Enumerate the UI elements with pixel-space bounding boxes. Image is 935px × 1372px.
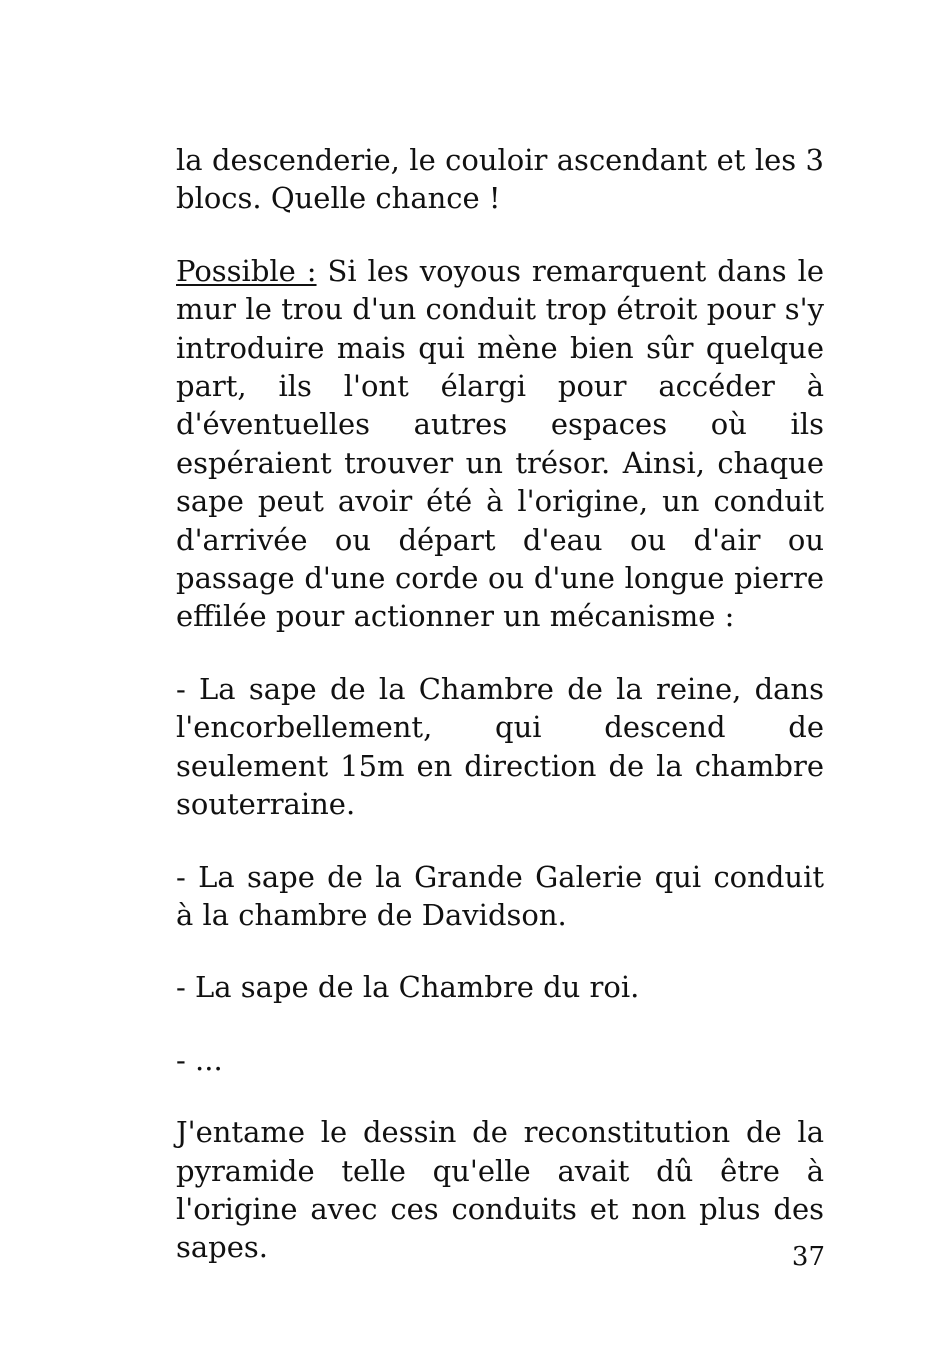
page-number: 37	[791, 1242, 825, 1272]
list-item-ellipsis: - ...	[176, 1042, 223, 1077]
paragraph-conclusion: J'entame le dessin de reconstitution de la pyramide telle qu'elle avait dû être à l'origine avec ces conduits et non plus des sapes.	[176, 1115, 824, 1265]
page-body	[176, 141, 824, 1301]
possible-label: Possible :	[176, 253, 317, 288]
list-item-grand-gallery: - La sape de la Grande Galerie qui conduit à la chambre de Davidson.	[176, 859, 824, 932]
paragraph-intro: la descenderie, le couloir ascendant et les 3 blocs. Quelle chance !	[176, 143, 824, 216]
paragraph-possible	[176, 252, 824, 636]
possible-text: Si les voyous remarquent dans le mur le trou d'un conduit trop étroit pour s'y introduire mais qui mène bien sûr quelque part, ils l'ont élargi pour accéder à d'éventuelles autres espaces où ils espéraient trouver un trésor. Ainsi, chaque sape peut avoir été à l'origine, un conduit d'arrivée ou départ d'eau ou d'air ou passage d'une corde ou d'une longue pierre effilée pour actionner un mécanisme :	[176, 253, 824, 634]
list-item-queen-chamber: - La sape de la Chambre de la reine, dans l'encorbellement, qui descend de seulement 15m en direction de la chambre souterraine.	[176, 671, 824, 822]
list-item-king-chamber: - La sape de la Chambre du roi.	[176, 970, 640, 1005]
